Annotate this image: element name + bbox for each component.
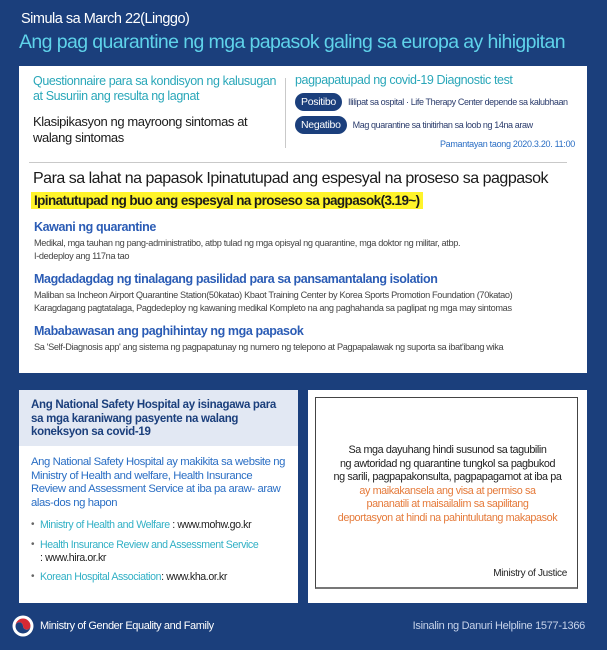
hospital-heading: Ang National Safety Hospital ay isinagawa para sa mga karaniwang pasyente na walang koneksyon sa covid-19 (19, 390, 298, 446)
standard-timestamp: Pamantayan taong 2020.3.20. 11:00 (439, 139, 575, 149)
item-title: Mababawasan ang paghihintay ng mga papasok (34, 324, 304, 338)
item-body (34, 341, 584, 354)
hospital-body (19, 446, 298, 584)
link-item-kha[interactable] (31, 571, 286, 584)
diagnostic-row-negative (295, 116, 585, 134)
link-name[interactable]: Korean Hospital Association (40, 571, 162, 584)
item-body (34, 289, 584, 314)
questionnaire-section (33, 74, 288, 145)
diagnostic-title: pagpapatupad ng covid-19 Diagnostic test (295, 73, 513, 87)
item-line: Maliban sa Incheon Airport Quarantine Station(50katao) Kbaot Training Center by Korea Sports Promotion Foundation (70katao) (34, 290, 513, 300)
horizontal-divider (29, 162, 567, 163)
link-name[interactable]: Health Insurance Review and Assessment Service (40, 538, 259, 551)
link-item-mohw[interactable] (31, 519, 286, 532)
process-item-staff (34, 220, 584, 262)
warning-frame (315, 397, 578, 589)
diagnostic-section (295, 73, 585, 149)
link-item-hira[interactable] (31, 539, 286, 565)
warning-line: ng sarili, pagpapakonsulta, pagpapagamot at iba pa (333, 471, 562, 484)
negative-badge: Negatibo (295, 116, 347, 134)
warning-line: ng awtoridad ng quarantine tungkol sa pagbukod (339, 457, 556, 470)
item-title: Kawani ng quarantine (34, 220, 156, 234)
vertical-divider (285, 78, 286, 148)
warning-consequence-line: pananatili at maisailalim sa sapilitang (366, 498, 529, 511)
link-url[interactable]: : www.mohw.go.kr (169, 519, 252, 531)
warning-panel (308, 390, 587, 603)
korea-government-logo-icon (12, 615, 34, 637)
item-body (34, 237, 584, 262)
header-subtitle: Simula sa March 22(Linggo) (21, 11, 190, 27)
warning-text (316, 444, 579, 526)
header-title: Ang pag quarantine ng mga papasok galing sa europa ay hihigpitan (19, 31, 565, 53)
item-line: I-dedeploy ang 117na tao (34, 250, 130, 261)
classification-text: Klasipikasyon ng mayroong sintomas at walang sintomas (33, 114, 248, 145)
warning-line: Sa mga dayuhang hindi susunod sa tagubilin (348, 444, 547, 456)
item-line: Sa 'Self-Diagnosis app' ang sistema ng pagpapatunay ng numero ng telepono at Pagpapalawak ng suporta sa ibat'ibang wika (34, 342, 504, 352)
positive-text: Ililipat sa ospital · Life Therapy Center depende sa kalubhaan (347, 97, 568, 107)
link-url[interactable]: : www.kha.or.kr (161, 571, 227, 584)
process-item-waiting (34, 324, 584, 354)
process-heading: Para sa lahat na papasok Ipinatutupad ang espesyal na proseso sa pagpasok (33, 170, 549, 187)
process-highlight: Ipinatutupad ng buo ang espesyal na proseso sa pagpasok(3.19~) (31, 192, 423, 209)
hospital-panel (19, 390, 298, 603)
link-url[interactable]: : www.hira.or.kr (40, 551, 107, 564)
hospital-links (31, 519, 286, 584)
main-info-panel (19, 66, 587, 373)
hospital-description: Ang National Safety Hospital ay makikita sa website ng Ministry of Health and welfare, Health Insurance Review and Assessment Service at iba pa araw- araw alas-dos ng hapon (31, 456, 286, 509)
diagnostic-row-positive (295, 93, 585, 111)
warning-consequence-line: deportasyon at hindi na pahintulutang makapasok (337, 511, 558, 524)
footer-ministry: Ministry of Gender Equality and Family (40, 620, 214, 632)
item-line: Medikal, mga tauhan ng pang-administratibo, atbp tulad ng mga opisyal ng quarantine, mga doktor ng militar, atbp. (34, 238, 461, 248)
link-name[interactable]: Ministry of Health and Welfare (40, 519, 170, 531)
questionnaire-title: Questionnaire para sa kondisyon ng kalusugan at Susuriin ang resulta ng lagnat (33, 74, 276, 103)
negative-text: Mag quarantine sa tinitirhan sa loob ng 14na araw (352, 120, 533, 130)
warning-consequence-line: ay maikakansela ang visa at permiso sa (359, 484, 536, 497)
positive-badge: Positibo (295, 93, 342, 111)
warning-source: Ministry of Justice (493, 568, 567, 579)
item-title: Magdadagdag ng tinalagang pasilidad para sa pansamantalang isolation (34, 272, 438, 286)
item-line: Karagdagang pagtatalaga, Pagdedeploy ng kawaning medikal Kompleto na ang paghahanda sa paglipat ng mga may sintomas (34, 302, 512, 313)
process-item-facility (34, 272, 584, 314)
footer-helpline: Isinalin ng Danuri Helpline 1577-1366 (412, 620, 585, 632)
